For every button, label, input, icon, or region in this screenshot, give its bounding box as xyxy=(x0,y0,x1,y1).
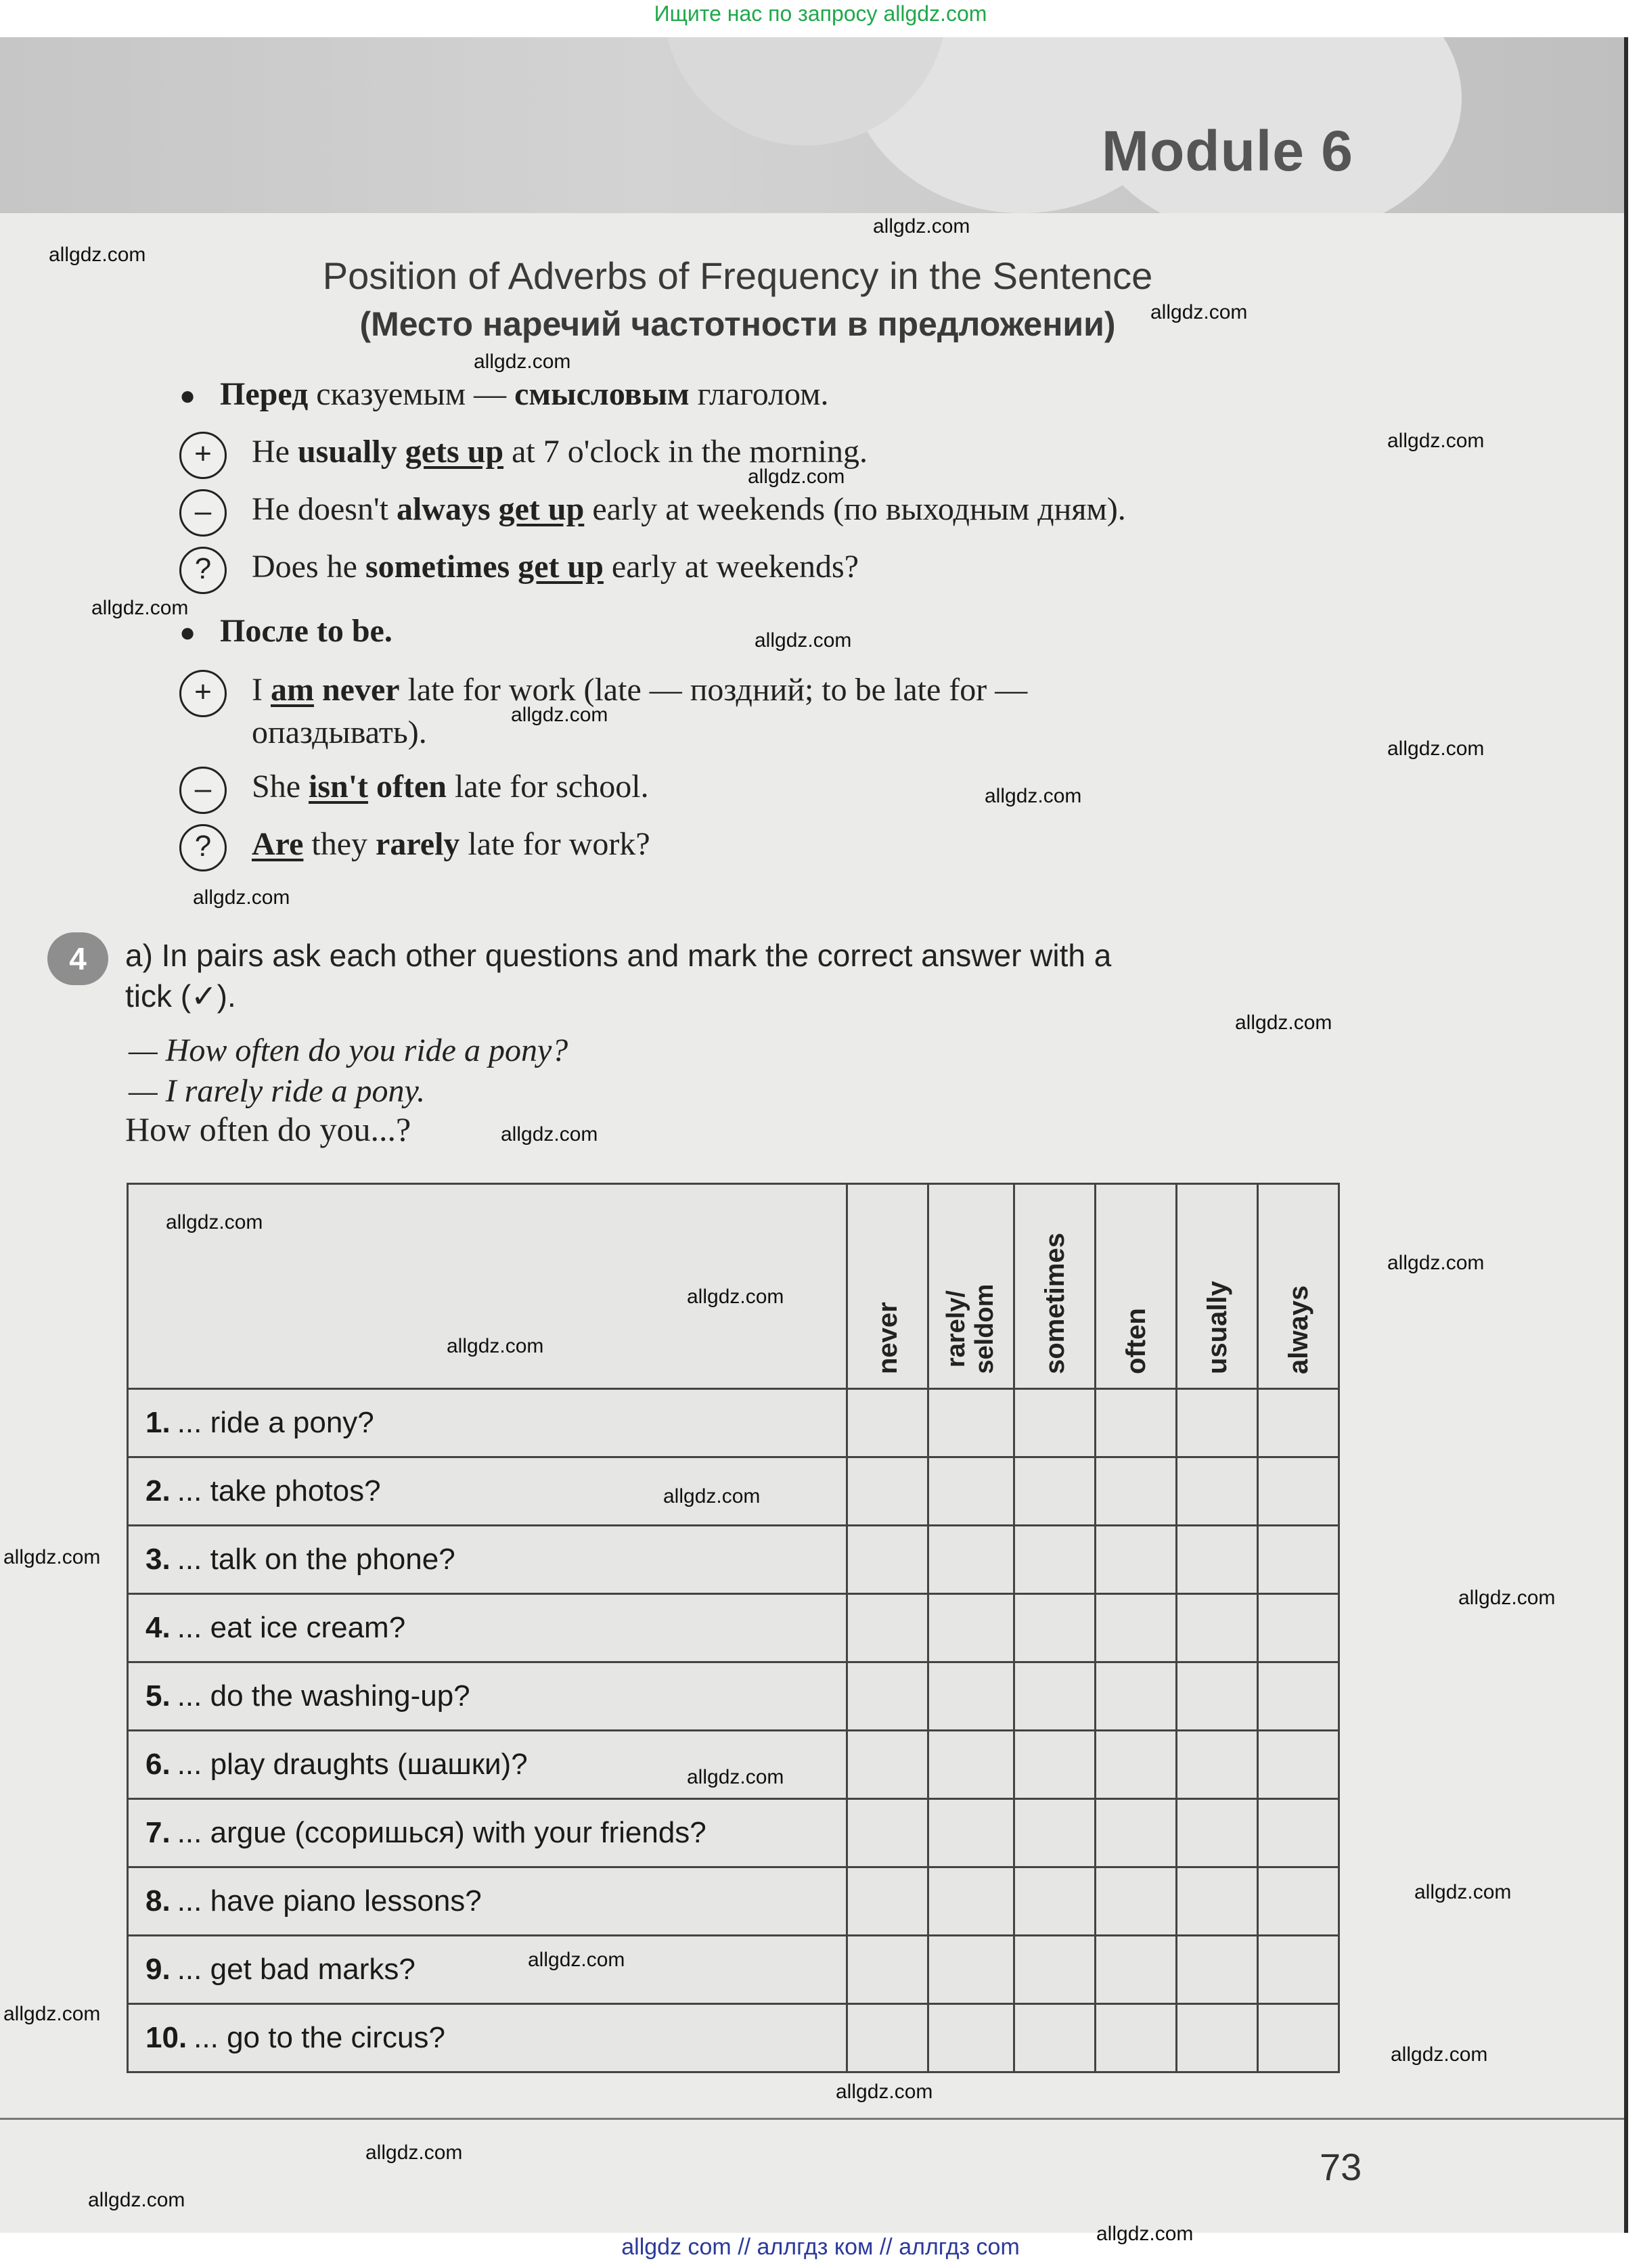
tick-cell[interactable] xyxy=(847,1457,928,1526)
watermark: allgdz.com xyxy=(663,1485,761,1507)
watermark: allgdz.com xyxy=(1235,1012,1332,1034)
question-cell: 8. ... have piano lessons? xyxy=(128,1867,847,1936)
tick-cell[interactable] xyxy=(1014,1867,1096,1936)
watermark: allgdz.com xyxy=(985,785,1082,807)
question-cell: 3. ... talk on the phone? xyxy=(128,1526,847,1594)
watermark: allgdz.com xyxy=(687,1766,784,1788)
watermark: allgdz.com xyxy=(88,2189,185,2211)
dialog-line: — I rarely ride a pony. xyxy=(129,1073,426,1109)
exercise-instruction: a) In pairs ask each other questions and mark the correct answer with a xyxy=(125,938,1112,973)
tick-cell[interactable] xyxy=(1096,1936,1177,2004)
tick-cell[interactable] xyxy=(1014,1594,1096,1662)
bullet-icon: ● xyxy=(179,380,196,411)
tick-cell[interactable] xyxy=(928,1731,1014,1799)
watermark: allgdz.com xyxy=(3,2003,101,2025)
tick-cell[interactable] xyxy=(1258,1389,1339,1457)
tick-cell[interactable] xyxy=(1014,2004,1096,2072)
tick-cell[interactable] xyxy=(847,1731,928,1799)
question-badge-icon: ? xyxy=(179,547,227,594)
watermark: allgdz.com xyxy=(873,215,970,237)
page-number: 73 xyxy=(1320,2146,1362,2188)
table-row xyxy=(128,1662,1339,1731)
section-title: Position of Adverbs of Frequency in the Sentence xyxy=(322,254,1153,297)
watermark: allgdz.com xyxy=(748,466,845,488)
minus-badge-icon: – xyxy=(179,767,227,814)
bullet-icon: ● xyxy=(179,617,196,648)
tick-cell[interactable] xyxy=(847,1799,928,1867)
tick-cell[interactable] xyxy=(1177,1936,1258,2004)
frequency-table xyxy=(127,1183,1340,2073)
question-cell: 7. ... argue (ссоришься) with your friends? xyxy=(128,1799,847,1867)
tick-cell[interactable] xyxy=(847,2004,928,2072)
table-row xyxy=(128,1799,1339,1867)
tick-cell[interactable] xyxy=(928,1526,1014,1594)
tick-cell[interactable] xyxy=(1096,1867,1177,1936)
watermark: allgdz.com xyxy=(1387,430,1485,452)
tick-cell[interactable] xyxy=(1096,1731,1177,1799)
tick-cell[interactable] xyxy=(847,1936,928,2004)
tick-cell[interactable] xyxy=(847,1594,928,1662)
watermark: allgdz.com xyxy=(3,1546,101,1568)
watermark: allgdz.com xyxy=(755,629,852,652)
tick-cell[interactable] xyxy=(1258,1594,1339,1662)
tick-cell[interactable] xyxy=(1258,1731,1339,1799)
watermark: allgdz.com xyxy=(1387,1252,1485,1274)
tick-cell[interactable] xyxy=(1258,1936,1339,2004)
module-title: Module 6 xyxy=(1101,119,1353,183)
tick-cell[interactable] xyxy=(1177,1594,1258,1662)
tick-cell[interactable] xyxy=(1258,1799,1339,1867)
watermark: allgdz.com xyxy=(1150,301,1248,323)
watermark: allgdz.com xyxy=(1096,2223,1194,2245)
tick-cell[interactable] xyxy=(1096,1457,1177,1526)
table-row xyxy=(128,2004,1339,2072)
watermark: allgdz.com xyxy=(501,1123,598,1146)
tick-cell[interactable] xyxy=(1014,1799,1096,1867)
tick-cell[interactable] xyxy=(1258,1662,1339,1731)
tick-cell[interactable] xyxy=(928,1594,1014,1662)
tick-cell[interactable] xyxy=(1258,1526,1339,1594)
tick-cell[interactable] xyxy=(1096,1662,1177,1731)
tick-cell[interactable] xyxy=(1177,1799,1258,1867)
tick-cell[interactable] xyxy=(928,1867,1014,1936)
column-never: never xyxy=(847,1184,928,1389)
tick-cell[interactable] xyxy=(1258,2004,1339,2072)
watermark: allgdz.com xyxy=(1387,738,1485,760)
tick-cell[interactable] xyxy=(1177,1867,1258,1936)
watermark: allgdz.com xyxy=(1414,1881,1512,1903)
top-site-link[interactable]: Ищите нас по запросу allgdz.com xyxy=(654,1,987,26)
tick-cell[interactable] xyxy=(1177,1389,1258,1457)
tick-cell[interactable] xyxy=(928,1457,1014,1526)
watermark: allgdz.com xyxy=(49,244,146,266)
tick-cell[interactable] xyxy=(1014,1662,1096,1731)
watermark: allgdz.com xyxy=(1391,2043,1488,2066)
tick-cell[interactable] xyxy=(928,1662,1014,1731)
section-subtitle: (Место наречий частотности в предложении) xyxy=(359,305,1116,343)
tick-cell[interactable] xyxy=(1096,1526,1177,1594)
tick-cell[interactable] xyxy=(847,1389,928,1457)
example-negative: She isn't often late for school. xyxy=(252,769,649,804)
table-row xyxy=(128,1867,1339,1936)
tick-cell[interactable] xyxy=(1258,1457,1339,1526)
question-cell: 10. ... go to the circus? xyxy=(128,2004,847,2072)
table-row xyxy=(128,1389,1339,1457)
plus-badge-icon: + xyxy=(179,432,227,479)
question-cell: 9. ... get bad marks? xyxy=(128,1936,847,2004)
example-continuation: опаздывать). xyxy=(252,715,427,750)
rule-1: ● Перед сказуемым — смысловым глаголом. xyxy=(179,376,829,412)
column-often: often xyxy=(1096,1184,1177,1389)
exercise-prompt: How often do you...? xyxy=(125,1110,411,1148)
exercise-number-badge: 4 xyxy=(47,932,108,985)
exercise-instruction-cont: tick (✓). xyxy=(125,978,236,1014)
tick-cell[interactable] xyxy=(1096,1389,1177,1457)
watermark: allgdz.com xyxy=(1458,1587,1556,1609)
example-question: Does he sometimes get up early at weekends? xyxy=(252,549,859,585)
tick-cell[interactable] xyxy=(1014,1526,1096,1594)
tick-cell[interactable] xyxy=(928,2004,1014,2072)
tick-cell[interactable] xyxy=(1014,1457,1096,1526)
example-affirmative: I am never late for work (late — поздний; to be late for — xyxy=(252,672,1028,708)
tick-cell[interactable] xyxy=(1014,1731,1096,1799)
plus-badge-icon: + xyxy=(179,670,227,717)
table-row xyxy=(128,1936,1339,2004)
minus-badge-icon: – xyxy=(179,489,227,537)
tick-cell[interactable] xyxy=(1177,1731,1258,1799)
question-cell: 2. ... take photos? xyxy=(128,1457,847,1526)
question-badge-icon: ? xyxy=(179,824,227,871)
watermark: allgdz.com xyxy=(687,1286,784,1308)
example-affirmative: He usually gets up at 7 o'clock in the morning. xyxy=(252,434,868,470)
tick-cell[interactable] xyxy=(1096,2004,1177,2072)
table-row xyxy=(128,1594,1339,1662)
tick-cell[interactable] xyxy=(928,1936,1014,2004)
question-cell: 4. ... eat ice cream? xyxy=(128,1594,847,1662)
dialog-line: — How often do you ride a pony? xyxy=(129,1033,568,1068)
watermark: allgdz.com xyxy=(836,2081,933,2103)
tick-cell[interactable] xyxy=(1258,1867,1339,1936)
tick-cell[interactable] xyxy=(1177,1526,1258,1594)
example-question: Are they rarely late for work? xyxy=(252,826,650,862)
tick-cell[interactable] xyxy=(847,1867,928,1936)
table-row xyxy=(128,1526,1339,1594)
watermark: allgdz.com xyxy=(193,886,290,909)
tick-cell[interactable] xyxy=(1177,1457,1258,1526)
tick-cell[interactable] xyxy=(928,1389,1014,1457)
question-cell: 1. ... ride a pony? xyxy=(128,1389,847,1457)
header-band xyxy=(0,37,1624,213)
rule-2: ● После to be. xyxy=(179,613,392,649)
bottom-site-link[interactable]: allgdz com // аллгдз ком // аллгдз com xyxy=(621,2234,1020,2260)
question-cell: 6. ... play draughts (шашки)? xyxy=(128,1731,847,1799)
question-cell: 5. ... do the washing-up? xyxy=(128,1662,847,1731)
tick-cell[interactable] xyxy=(1096,1799,1177,1867)
watermark: allgdz.com xyxy=(91,597,189,619)
tick-cell[interactable] xyxy=(1014,1389,1096,1457)
watermark: allgdz.com xyxy=(511,704,608,726)
column-usually: usually xyxy=(1177,1184,1258,1389)
column-sometimes: sometimes xyxy=(1014,1184,1096,1389)
watermark: allgdz.com xyxy=(166,1211,263,1233)
tick-cell[interactable] xyxy=(1177,2004,1258,2072)
watermark: allgdz.com xyxy=(365,2141,463,2164)
tick-cell[interactable] xyxy=(1096,1594,1177,1662)
footer-divider xyxy=(0,2118,1624,2120)
column-always: always xyxy=(1258,1184,1339,1389)
watermark: allgdz.com xyxy=(528,1949,625,1971)
column-rarely-seldom: rarely/ seldom xyxy=(928,1184,1014,1389)
tick-cell[interactable] xyxy=(928,1799,1014,1867)
tick-cell[interactable] xyxy=(847,1662,928,1731)
tick-cell[interactable] xyxy=(847,1526,928,1594)
example-negative: He doesn't always get up early at weekends (по выходным дням). xyxy=(252,491,1126,527)
watermark: allgdz.com xyxy=(474,350,571,373)
watermark: allgdz.com xyxy=(447,1335,544,1357)
tick-cell[interactable] xyxy=(1014,1936,1096,2004)
tick-cell[interactable] xyxy=(1177,1662,1258,1731)
